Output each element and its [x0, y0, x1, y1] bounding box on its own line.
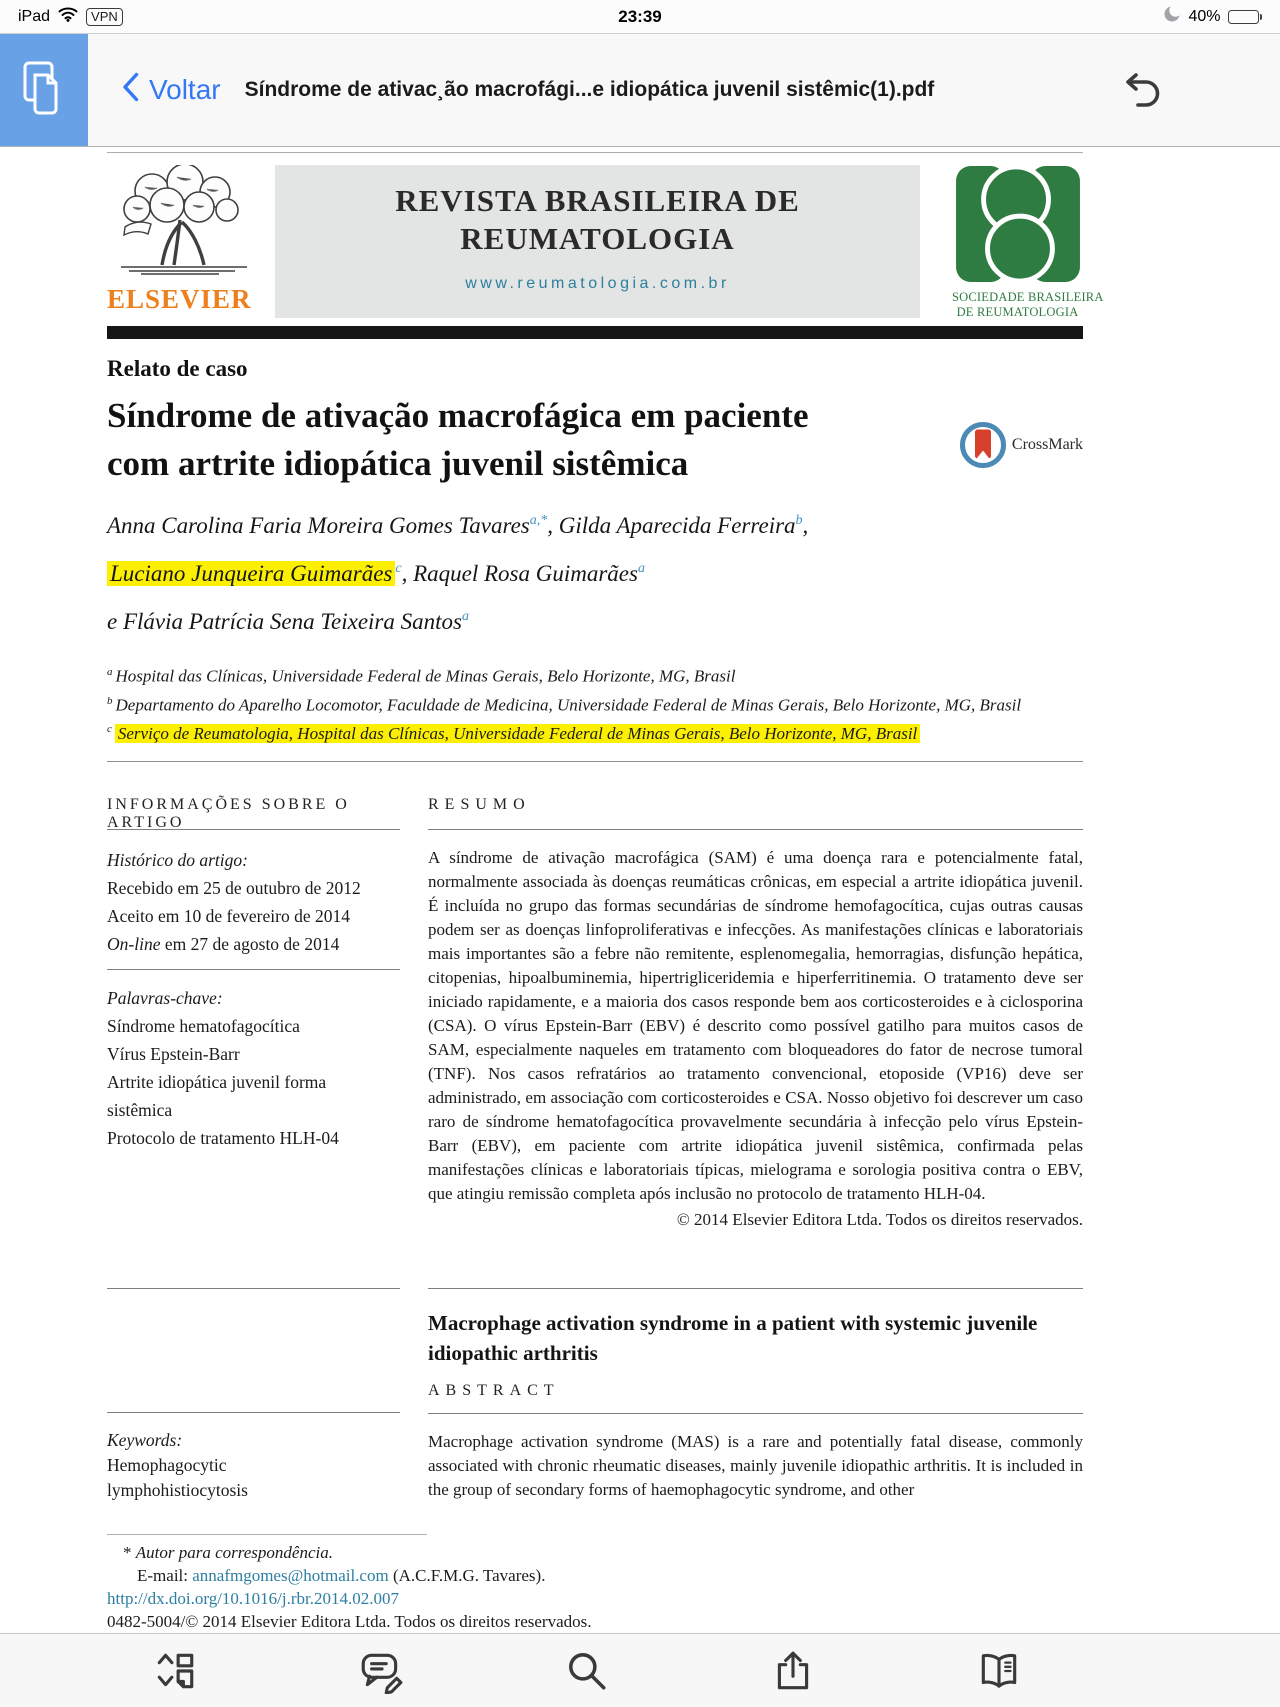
article-title: Síndrome de ativação macrofágica em paciente com artrite idiopática juvenil sistêmica — [107, 396, 809, 483]
documents-sidebar-button[interactable] — [0, 34, 88, 146]
undo-icon — [1118, 68, 1164, 112]
abstract-text: Macrophage activation syndrome (MAS) is a rare and potentially fatal disease, commonly associated with chronic rheumatic diseases, mainly juvenile idiopathic arthritis. It is included in the group of secondary forms of haemophagocytic syndrome, and other — [428, 1432, 1083, 1499]
rule — [428, 1288, 1083, 1289]
footnote-rule — [107, 1534, 427, 1535]
author-list — [107, 504, 1083, 636]
resumo-block — [428, 846, 1083, 1230]
corresponding-author-note: * Autor para correspondência. — [123, 1543, 333, 1562]
resumo-heading: RESUMO — [428, 796, 531, 813]
two-column-front-matter — [107, 762, 1083, 1504]
journal-masthead — [275, 165, 920, 318]
crossmark-badge[interactable] — [959, 402, 1083, 488]
society-name: SOCIEDADE BRASILEIRA DE REUMATOLOGIA — [952, 290, 1104, 319]
book-icon — [976, 1648, 1022, 1694]
journal-header — [107, 165, 1104, 319]
status-bar — [0, 0, 1280, 33]
page-scroll-icon — [152, 1648, 198, 1694]
society-emblem-icon — [954, 165, 1082, 283]
rule — [107, 969, 400, 970]
page-scroll-mode-button[interactable] — [151, 1647, 199, 1695]
crossmark-icon — [959, 421, 1007, 469]
affiliation-c: $^c$ Serviço de Reumatologia, Hospital das Clínicas, Universidade Federal de Minas Gerais, Belo Horizonte, MG, Brasil — [107, 717, 1083, 746]
author-line-1: Anna Carolina Faria Moreira Gomes Tavares$^{a,*}$, Gilda Aparecida Ferreira$^b$, — [107, 513, 809, 538]
doi-link[interactable]: http://dx.doi.org/10.1016/j.rbr.2014.02.007 — [107, 1589, 399, 1608]
header-divider-bar — [107, 326, 1083, 339]
share-button[interactable] — [769, 1647, 817, 1695]
back-label: Voltar — [149, 74, 221, 105]
article-history: Histórico do artigo: Recebido em 25 de outubro de 2012 Aceito em 10 de fevereiro de 2014 On-line em 27 de agosto de 2014 — [107, 850, 361, 954]
abstract-heading: ABSTRACT — [428, 1382, 560, 1399]
page-top-rule — [107, 152, 1083, 153]
rule — [107, 1288, 400, 1289]
highlighted-affiliation: Serviço de Reumatologia, Hospital das Clínicas, Universidade Federal de Minas Gerais, Belo Horizonte, MG, Brasil — [115, 724, 920, 743]
search-button[interactable] — [563, 1647, 611, 1695]
author-line-3: e Flávia Patrícia Sena Teixeira Santos$^a$ — [107, 609, 469, 634]
email-link[interactable]: annafmgomes@hotmail.com — [192, 1566, 389, 1585]
issn-copyright: 0482-5004/© 2014 Elsevier Editora Ltda. Todos os direitos reservados. — [107, 1612, 592, 1631]
document-title: Síndrome de ativac¸ão macrofági...e idiopática juvenil sistêmic(1).pdf — [244, 78, 935, 101]
section-kicker: Relato de caso — [107, 356, 248, 381]
back-button[interactable] — [122, 72, 221, 109]
rule — [428, 1413, 1083, 1414]
journal-url[interactable]: www.reumatologia.com.br — [465, 275, 730, 292]
documents-icon — [21, 60, 67, 121]
search-icon — [564, 1648, 610, 1694]
annotate-icon — [358, 1648, 404, 1694]
affiliation-b: $^b$ Departamento do Aparelho Locomotor, Faculdade de Medicina, Universidade Federal de Minas Gerais, Belo Horizonte, MG, Brasil — [107, 694, 1022, 715]
rule — [107, 829, 400, 830]
affiliations — [107, 660, 1083, 743]
rule — [428, 829, 1083, 830]
device-label: iPad — [18, 7, 51, 25]
clock: 23:39 — [618, 6, 662, 26]
crossmark-label: CrossMark — [1011, 436, 1083, 453]
affiliation-a: $^a$ Hospital das Clínicas, Universidade Federal de Minas Gerais, Belo Horizonte, MG, Brasil — [107, 666, 736, 686]
author-line-2: Luciano Junqueira Guimarães $^c$, Raquel Rosa Guimarães$^a$ — [107, 552, 1083, 600]
resumo-text: A síndrome de ativação macrofágica (SAM) é uma doença rara e potencialmente fatal, normalmente associada às doenças reumáticas crônicas, em especial a artrite idiopática juvenil. É incluída no grupo das formas secundárias de síndrome hemofagocítica, cujas outras causas podem ser as doenças linfoproliferativas e infecções. As manifestações clínicas e laboratoriais mais importantes são a febre não remitente, esplenomegalia, hemorragias, disfunção hepática, citopenias, hipoalbuminemia, hipertrigliceridemia e hiperferritinemia. O tratamento deve ser iniciado rapidamente, e a maioria dos casos responde bem aos corticosteroides e à ciclosporina (CSA). O vírus Epstein-Barr (EBV) é descrito como possível gatilho para muitos casos de SAM, especialmente naqueles em tratamento com bloqueadores do fator de necrose tumoral (TNF). Nos casos refratários ao tratamento convencional, etoposide (VP16) deve ser administrado, em associação com corticosteroides e CSA. Nosso objetivo foi descrever um caso raro de síndrome hematofagocítica provavelmente secundária à infecção pelo vírus Epstein-Barr (EBV), em paciente com artrite idiopática juvenil sistêmica, confirmada pelas manifestações clínicas e laboratoriais típicas, mielograma e sorologia positiva contra o EBV, que atingiu remissão completa após inclusão no protocolo de tratamento HLH-04. — [428, 848, 1083, 1203]
chevron-left-icon — [122, 72, 139, 109]
email-note: E-mail: annafmgomes@hotmail.com (A.C.F.M.G. Tavares). — [137, 1566, 546, 1585]
share-icon — [770, 1648, 816, 1694]
bookmarks-button[interactable] — [975, 1647, 1023, 1695]
elsevier-tree-icon — [107, 165, 257, 277]
battery-icon — [1228, 10, 1263, 24]
vpn-badge: VPN — [86, 8, 123, 26]
copyright-line: © 2014 Elsevier Editora Ltda. Todos os direitos reservados. — [676, 1210, 1083, 1229]
do-not-disturb-moon-icon — [1163, 5, 1181, 28]
elsevier-logo — [107, 165, 275, 318]
footnotes — [107, 1541, 1083, 1633]
elsevier-wordmark: ELSEVIER — [107, 284, 252, 314]
battery-percent: 40% — [1188, 7, 1221, 25]
keywords-en: Keywords: Hemophagocytic lymphohistiocytosis — [107, 1430, 248, 1500]
wifi-icon — [58, 7, 78, 27]
journal-name: REVISTA BRASILEIRA DE REUMATOLOGIA — [395, 183, 800, 256]
pdf-page[interactable] — [0, 147, 1280, 1633]
highlighted-author: Luciano Junqueira Guimarães — [107, 561, 395, 586]
keywords-pt: Palavras-chave: Síndrome hematofagocítica Vírus Epstein-Barr Artrite idiopática juvenil forma sistêmica Protocolo de tratamento HLH-04 — [107, 988, 339, 1148]
article-info-heading: INFORMAÇÕES SOBRE O ARTIGO — [107, 796, 350, 831]
english-title: Macrophage activation syndrome in a patient with systemic juvenile idiopathic arthritis — [428, 1311, 1038, 1365]
pdf-reader-navbar — [0, 33, 1280, 147]
undo-button[interactable] — [1118, 68, 1164, 117]
society-logo — [952, 165, 1104, 319]
annotate-button[interactable] — [357, 1647, 405, 1695]
rule — [107, 1412, 400, 1413]
pdf-toolbar — [0, 1633, 1280, 1707]
